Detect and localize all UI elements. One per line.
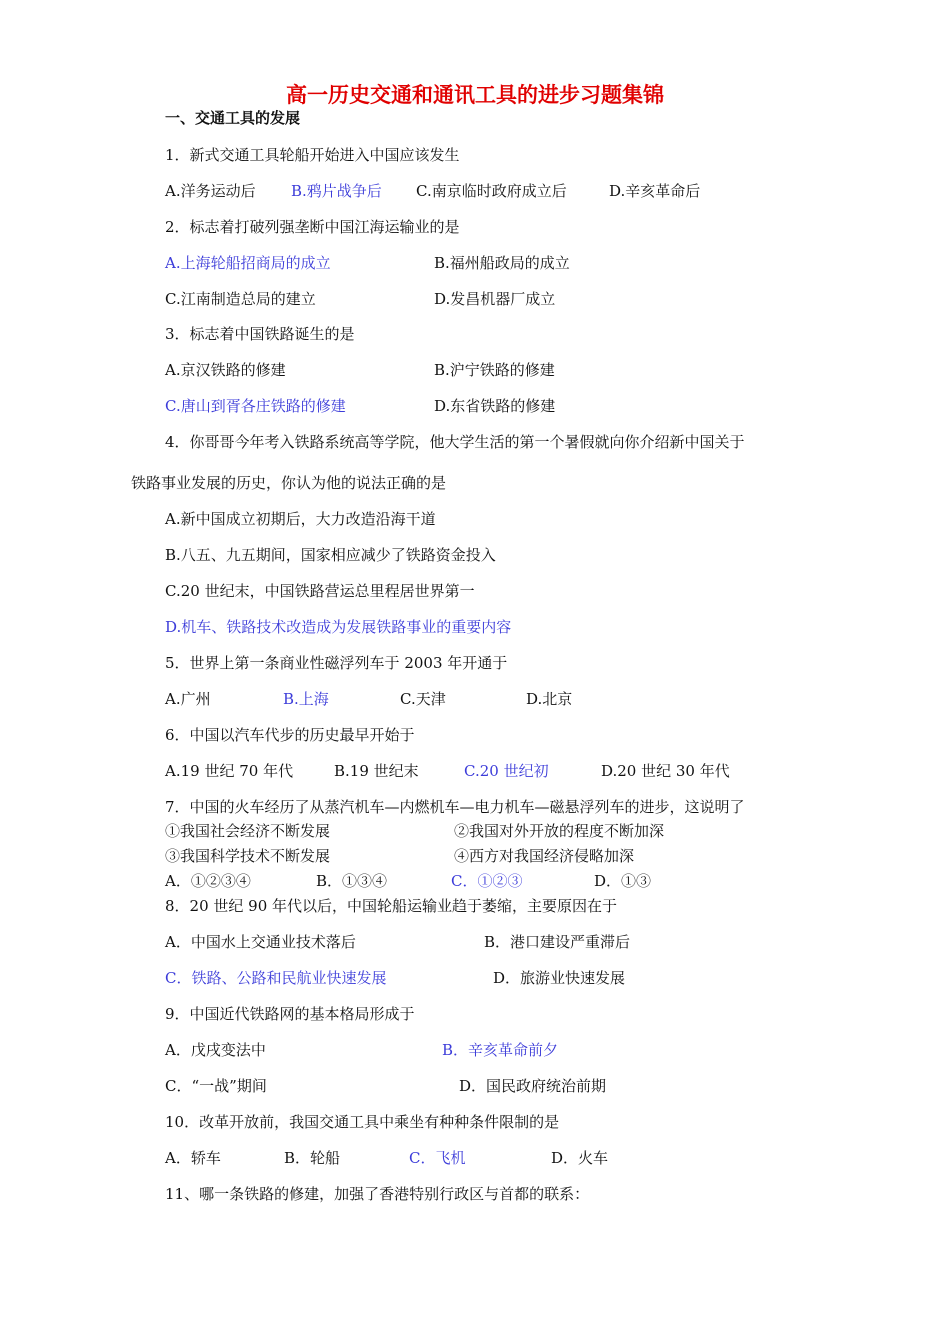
question-2-option-a-answer: A.上海轮船招商局的成立 bbox=[165, 254, 331, 272]
question-4-option-b: B.八五、九五期间，国家相应减少了铁路资金投入 bbox=[165, 546, 496, 564]
question-6-option-c-answer: C.20 世纪初 bbox=[464, 762, 549, 780]
question-9-option-b-answer: B．辛亥革命前夕 bbox=[442, 1041, 559, 1059]
question-3-stem: 3．标志着中国铁路诞生的是 bbox=[165, 325, 355, 343]
question-2-stem: 2．标志着打破列强垄断中国江海运输业的是 bbox=[165, 218, 460, 236]
question-10-option-c-answer: C．飞机 bbox=[409, 1149, 466, 1167]
question-3-option-a: A.京汉铁路的修建 bbox=[165, 361, 286, 379]
question-11-stem: 11、哪一条铁路的修建，加强了香港特别行政区与首都的联系： bbox=[165, 1185, 590, 1203]
question-10-option-b: B．轮船 bbox=[284, 1149, 341, 1167]
question-4-option-a: A.新中国成立初期后，大力改造沿海干道 bbox=[165, 510, 436, 528]
question-9-option-a: A．戊戌变法中 bbox=[165, 1041, 266, 1059]
question-8-option-a: A．中国水上交通业技术落后 bbox=[165, 933, 356, 951]
question-6-stem: 6．中国以汽车代步的历史最早开始于 bbox=[165, 726, 415, 744]
question-1-stem: 1．新式交通工具轮船开始进入中国应该发生 bbox=[165, 146, 460, 164]
question-8-option-c-answer: C．铁路、公路和民航业快速发展 bbox=[165, 969, 387, 987]
question-8-option-b: B．港口建设严重滞后 bbox=[484, 933, 631, 951]
question-2-option-c: C.江南制造总局的建立 bbox=[165, 290, 316, 308]
question-10-stem: 10．改革开放前，我国交通工具中乘坐有种种条件限制的是 bbox=[165, 1113, 560, 1131]
question-4-stem-line-2: 铁路事业发展的历史，你认为他的说法正确的是 bbox=[131, 474, 447, 492]
question-7-option-b: B．①③④ bbox=[316, 872, 388, 890]
question-7-statement-1: ①我国社会经济不断发展 bbox=[165, 822, 331, 840]
question-2-option-d: D.发昌机器厂成立 bbox=[434, 290, 556, 308]
question-9-stem: 9．中国近代铁路网的基本格局形成于 bbox=[165, 1005, 415, 1023]
question-4-option-d-answer: D.机车、铁路技术改造成为发展铁路事业的重要内容 bbox=[165, 618, 512, 636]
question-7-stem: 7．中国的火车经历了从蒸汽机车—内燃机车—电力机车—磁悬浮列车的进步，这说明了 bbox=[165, 798, 745, 816]
question-3-option-c-answer: C.唐山到胥各庄铁路的修建 bbox=[165, 397, 346, 415]
question-5-option-a: A.广州 bbox=[165, 690, 211, 708]
question-7-statement-3: ③我国科学技术不断发展 bbox=[165, 847, 331, 865]
question-5-option-c: C.天津 bbox=[400, 690, 446, 708]
question-1-option-d: D.辛亥革命后 bbox=[609, 182, 701, 200]
question-9-option-c: C．“一战”期间 bbox=[165, 1077, 267, 1095]
question-7-statement-4: ④西方对我国经济侵略加深 bbox=[454, 847, 635, 865]
question-10-option-d: D．火车 bbox=[551, 1149, 609, 1167]
question-8-stem: 8．20 世纪 90 年代以后，中国轮船运输业趋于萎缩，主要原因在于 bbox=[165, 897, 618, 915]
question-1-option-c: C.南京临时政府成立后 bbox=[416, 182, 567, 200]
question-5-stem: 5．世界上第一条商业性磁浮列车于 2003 年开通于 bbox=[165, 654, 508, 672]
question-9-option-d: D．国民政府统治前期 bbox=[459, 1077, 607, 1095]
document-title: 高一历史交通和通讯工具的进步习题集锦 bbox=[286, 83, 664, 107]
question-8-option-d: D．旅游业快速发展 bbox=[493, 969, 626, 987]
question-6-option-b: B.19 世纪末 bbox=[334, 762, 419, 780]
question-1-option-b-answer: B.鸦片战争后 bbox=[291, 182, 382, 200]
question-3-option-d: D.东省铁路的修建 bbox=[434, 397, 556, 415]
question-6-option-d: D.20 世纪 30 年代 bbox=[601, 762, 730, 780]
question-6-option-a: A.19 世纪 70 年代 bbox=[165, 762, 294, 780]
section-heading: 一、交通工具的发展 bbox=[165, 109, 301, 127]
question-1-option-a: A.洋务运动后 bbox=[165, 182, 256, 200]
question-4-option-c: C.20 世纪末，中国铁路营运总里程居世界第一 bbox=[165, 582, 475, 600]
question-4-stem-line-1: 4．你哥哥今年考入铁路系统高等学院，他大学生活的第一个暑假就向你介绍新中国关于 bbox=[165, 433, 745, 451]
question-3-option-b: B.沪宁铁路的修建 bbox=[434, 361, 555, 379]
question-7-statement-2: ②我国对外开放的程度不断加深 bbox=[454, 822, 665, 840]
question-5-option-b-answer: B.上海 bbox=[283, 690, 329, 708]
question-7-option-c-answer: C．①②③ bbox=[451, 872, 523, 890]
question-7-option-d: D．①③ bbox=[594, 872, 652, 890]
question-5-option-d: D.北京 bbox=[526, 690, 573, 708]
question-10-option-a: A．轿车 bbox=[165, 1149, 221, 1167]
question-7-option-a: A．①②③④ bbox=[165, 872, 251, 890]
question-2-option-b: B.福州船政局的成立 bbox=[434, 254, 570, 272]
